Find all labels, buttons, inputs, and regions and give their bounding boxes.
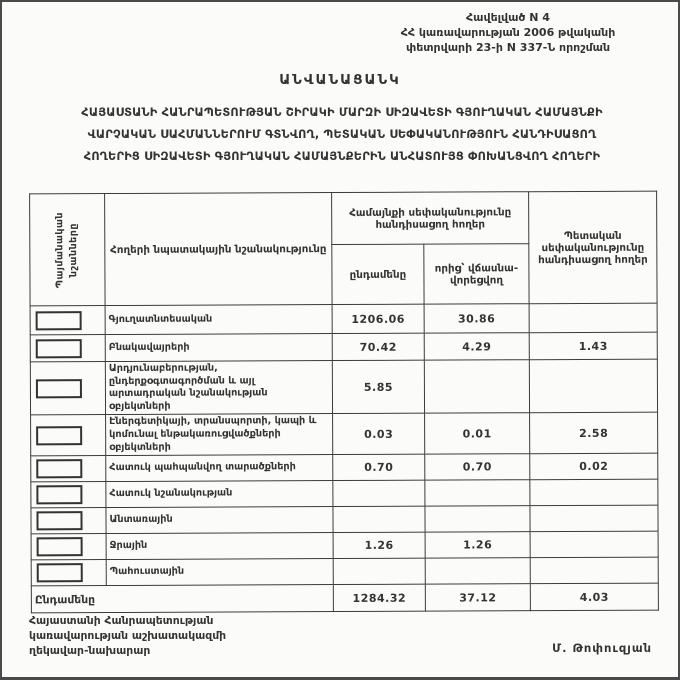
community-total-value: 0.03 [333,414,425,455]
table-row [31,479,658,508]
table-row [31,531,658,560]
community-total-value [333,558,425,584]
land-purpose-label: Անտառային [106,507,333,534]
community-of-which-value [424,360,529,414]
signature-org-block [29,613,226,658]
community-of-which-value [425,558,530,584]
community-of-which-value: 30.86 [424,304,529,333]
table-row [31,453,658,482]
community-of-which-value: 4.29 [424,333,529,360]
state-value [530,479,658,506]
table-row [31,413,658,457]
community-of-which-value: 0.70 [425,454,530,480]
legend-symbol-box [37,537,83,556]
community-total-value [333,480,425,506]
header-purpose: Հողերի նպատակային նշանակությունը [105,193,332,306]
document-subtitle [16,102,668,168]
header-community-of-which: որից՝ վճասնա-վորեցվող [424,244,529,304]
state-value [530,557,658,584]
subtitle-line-1: ՀԱՅԱՍՏԱՆԻ ՀԱՆՐԱՊԵՏՈՒԹՅԱՆ ՇԻՐԱԿԻ ՄԱՐԶԻ ՍԻԶԱՎԵՏԻ ԳՅՈՒՂԱԿԱՆ ՀԱՄԱՅՆՔԻ [81,106,603,119]
land-purpose-label: Պահուստային [106,559,333,586]
legend-symbol-box [36,426,82,445]
land-purpose-label: Գյուղատնտեսական [105,305,332,335]
header-symbols-label: Պայմանական նշանները [54,211,80,288]
header-community-total: ընդամենը [332,244,424,304]
state-value [529,359,657,413]
annex-line-3: փետրվարի 23-ի N 337-Ն որոշման [405,41,611,54]
community-of-which-value: 1.26 [425,532,530,558]
table-row [31,505,658,534]
land-purpose-label: Էներգետիկայի, տրանսպորտի, կապի և կոմունալ ենթակառուցվածքների օբյեկտների [106,414,333,456]
state-value [530,531,658,558]
community-total-value: 5.85 [332,360,424,414]
land-purpose-label: Ջրային [106,533,333,560]
state-value: 0.02 [530,453,658,480]
land-purpose-label: Արդյունաբերության, ընդերքօգտագործման և այլ արտադրական նշանակության օբյեկտների [105,361,332,415]
land-purpose-label: Հատուկ նշանակության [106,481,333,508]
state-value [529,303,657,333]
community-total-value: 0.70 [333,454,425,480]
annex-line-2: ՀՀ կառավարության 2006 թվականի [400,26,616,39]
signature-name: Մ. Թոփուզյան [552,641,652,655]
state-value [530,505,658,532]
signature-org-line-1: Հայաստանի Հանրապետության [29,614,214,627]
community-of-which-value [425,506,530,532]
annex-line-1: Հավելված N 4 [466,11,550,24]
table-total-row [31,583,658,613]
community-total-value: 70.42 [332,333,424,360]
legend-symbol-box [36,511,82,530]
page-title: ԱՆՎԱՆԱՑԱՆԿ [279,72,401,88]
community-of-which-value [425,480,530,506]
table-row [30,359,657,415]
table-row [31,557,658,586]
header-symbols [30,194,105,306]
community-total-value: 1206.06 [332,304,424,333]
annex-reference-block [358,10,658,55]
header-community-group: Համայնքի սեփականությունը հանդիսացող հողեր [332,192,529,245]
total-community-of-which-value: 37.12 [425,584,530,611]
community-total-value: 1.26 [333,532,425,558]
table-row [30,332,657,362]
land-transfer-table [29,191,659,614]
state-value: 2.58 [530,413,658,454]
subtitle-line-3: ՀՈՂԵՐԻՑ ՍԻԶԱՎԵՏԻ ԳՅՈՒՂԱԿԱՆ ՀԱՄԱՅՆՔԵՐԻՆ ԱՆՀԱՏՈՒՅՑ ՓՈԽԱՆՑՎՈՂ ՀՈՂԵՐԻ [83,150,601,163]
legend-symbol-box [36,459,82,478]
legend-symbol-box [36,339,82,358]
total-community-total-value: 1284.32 [333,584,425,611]
state-value: 1.43 [529,332,657,360]
legend-symbol-box [37,563,83,582]
legend-symbol-box [36,311,82,330]
subtitle-line-2: ՎԱՐՉԱԿԱՆ ՍԱՀՄԱՆՆԵՐՈՒՄ ԳՏՆՎՈՂ, ՊԵՏԱԿԱՆ ՍԵՓԱԿԱՆՈՒԹՅՈՒՆ ՀԱՆԴԻՍԱՑՈՂ [87,128,597,141]
land-purpose-label: Բնակավայրերի [105,334,332,362]
legend-symbol-box [36,485,82,504]
signature-org-line-3: ղեկավար-նախարար [29,644,151,657]
community-of-which-value: 0.01 [425,413,530,454]
header-state: Պետական սեփականությունը հանդիսացող հողեր [529,191,657,304]
signature-org-line-2: կառավարության աշխատակազմի [29,629,227,642]
table-row [30,303,657,335]
legend-symbol-box [36,379,82,398]
total-state-value: 4.03 [530,583,658,611]
community-total-value [333,506,425,532]
land-purpose-label: Հատուկ պահպանվող տարածքների [106,455,333,482]
total-label: Ընդամենը [31,585,333,613]
